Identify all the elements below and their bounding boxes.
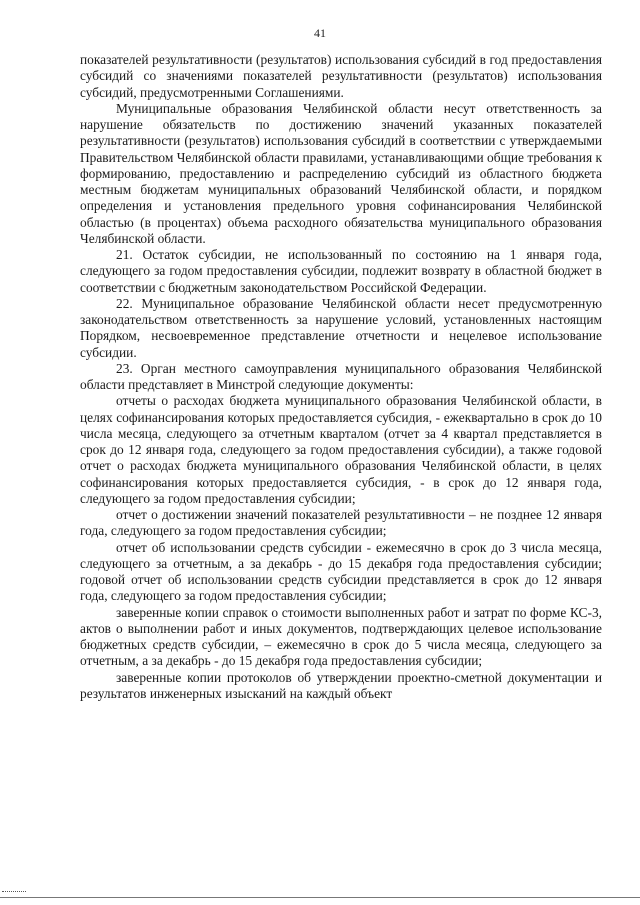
scan-edge-mark bbox=[2, 891, 26, 892]
paragraph-continuation: показателей результативности (результатов) использования субсидий в год предоставления субсидий со значениями показателей результативности (результатов) использования субсидий, предусмотренными Соглашениями. bbox=[80, 52, 602, 100]
paragraph-23: 23. Орган местного самоуправления муниципального образования Челябинской области представляет в Минстрой следующие документы: bbox=[80, 360, 602, 392]
paragraph-responsibility: Муниципальные образования Челябинской области несут ответственность за нарушение обязательств по достижению значений указанных показателей результативности (результатов) использования субсидий в соответствии с утверждаемыми Правительством Челябинской области правилами, устанавливающими общие требования к формированию, предоставлению и распределению субсидий из областного бюджета местным бюджетам муниципальных образований Челябинской области, и порядком определения и установления предельного уровня софинансирования Челябинской областью (в процентах) объема расходного обязательства муниципального образования Челябинской области. bbox=[80, 100, 602, 246]
page-number: 41 bbox=[314, 26, 326, 40]
scan-edge-rule bbox=[0, 897, 640, 898]
paragraph-protocol-copies: заверенные копии протоколов об утверждении проектно-сметной документации и результатов инженерных изысканий на каждый объект bbox=[80, 669, 602, 701]
paragraph-performance-report: отчет о достижении значений показателей результативности – не позднее 12 января года, следующего за годом предоставления субсидии; bbox=[80, 507, 602, 539]
paragraph-expense-reports: отчеты о расходах бюджета муниципального образования Челябинской области, в целях софинансирования которых предоставляется субсидия, - ежеквартально в срок до 10 числа месяца, следующего за отчетным кварталом (отчет за 4 квартал представляется в срок до 12 января года, следующего за годом предоставления субсидии), а также годовой отчет о расходах бюджета муниципального образования Челябинской области, в целях софинансирования которых предоставляется субсидия, - в срок до 12 января года, следующего за годом предоставления субсидии; bbox=[80, 393, 602, 506]
paragraph-ks3-copies: заверенные копии справок о стоимости выполненных работ и затрат по форме КС-3, актов о выполнении работ и иных документов, подтверждающих целевое использование бюджетных средств субсидии, – ежемесячно в срок до 5 числа месяца, следующего за отчетным, а за декабрь - до 15 декабря года предоставления субсидии; bbox=[80, 604, 602, 669]
document-body bbox=[80, 52, 602, 702]
paragraph-22: 22. Муниципальное образование Челябинской области несет предусмотренную законодательством ответственность за нарушение условий, установленных настоящим Порядком, несвоевременное представление отчетности и нецелевое использование субсидии. bbox=[80, 295, 602, 360]
paragraph-21: 21. Остаток субсидии, не использованный по состоянию на 1 января года, следующего за годом предоставления субсидии, подлежит возврату в областной бюджет в соответствии с бюджетным законодательством Российской Федерации. bbox=[80, 247, 602, 295]
paragraph-usage-report: отчет об использовании средств субсидии - ежемесячно в срок до 3 числа месяца, следующего за отчетным, а за декабрь - до 15 декабря года предоставления субсидии; годовой отчет об использовании средств субсидии представляется в срок до 12 января года, следующего за годом предоставления субсидии; bbox=[80, 539, 602, 604]
